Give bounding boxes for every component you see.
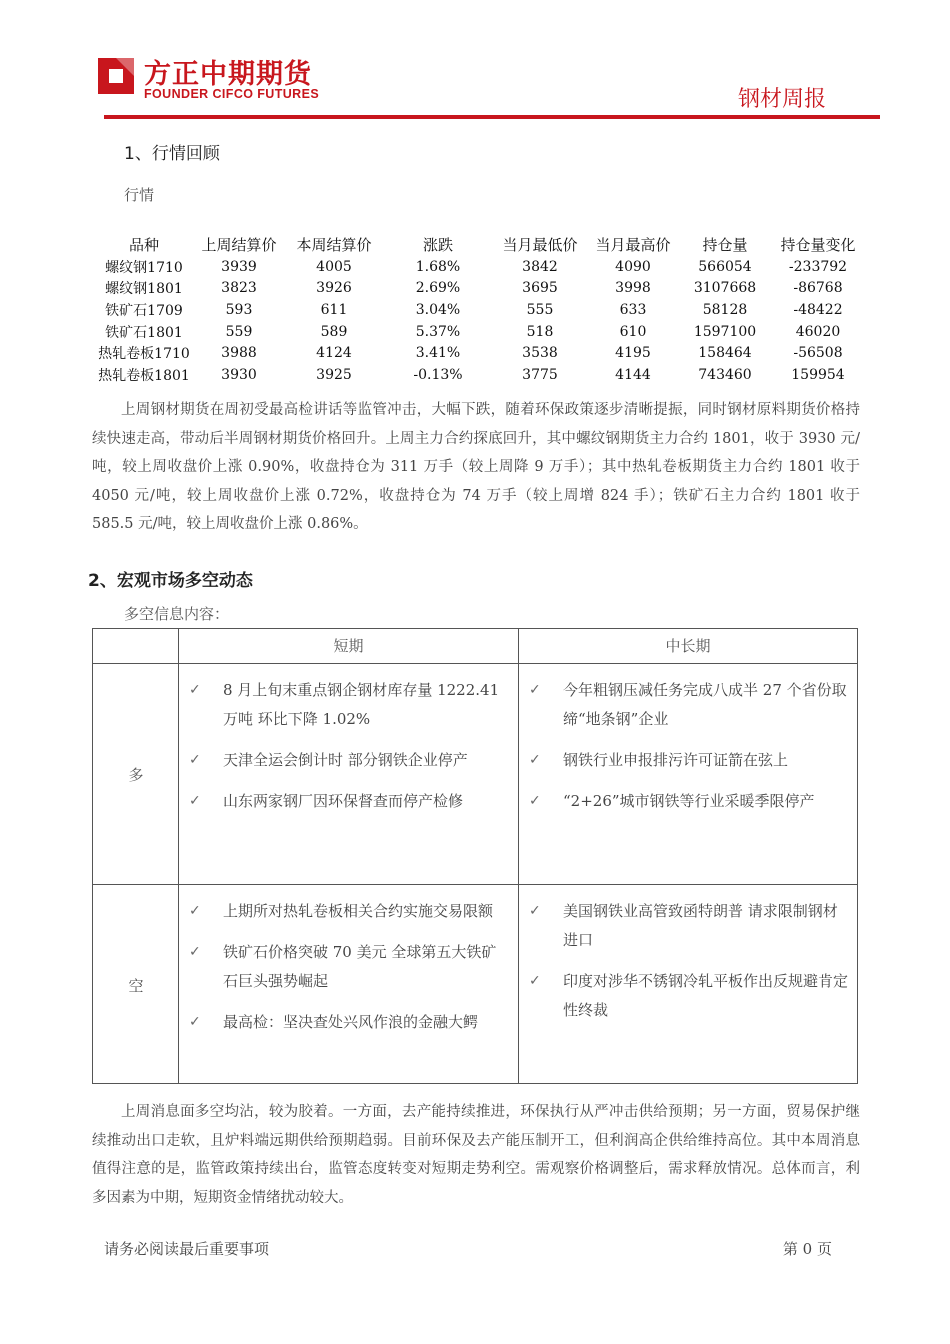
table-header: 本周结算价	[296, 235, 372, 254]
table-cell: 559	[225, 323, 253, 340]
table-cell-product: 螺纹钢1801	[105, 281, 183, 298]
section2-heading: 2、宏观市场多空动态	[88, 571, 253, 591]
list-item	[189, 938, 509, 996]
bull-long-list	[529, 676, 849, 828]
table-row	[94, 256, 864, 278]
list-item-text: 钢铁行业申报排污许可证箭在弦上	[563, 751, 789, 769]
table-cell: 4195	[615, 345, 651, 362]
table-cell: 611	[320, 301, 348, 318]
table-cell: 3998	[615, 280, 651, 297]
list-item	[189, 897, 509, 926]
table-cell: 5.37%	[415, 323, 461, 340]
table-cell-product: 热轧卷板1801	[98, 367, 190, 384]
list-item-text: 铁矿石价格突破 70 美元 全球第五大铁矿石巨头强势崛起	[223, 943, 497, 990]
company-logo-icon	[96, 56, 136, 96]
checkmark-icon: ✓	[529, 903, 541, 919]
table-cell: 3538	[522, 345, 558, 362]
table-cell: 4090	[615, 258, 651, 275]
page-number: 第 0 页	[782, 1240, 832, 1258]
company-name-en: FOUNDER CIFCO FUTURES	[144, 87, 320, 101]
table-cell: 58128	[702, 301, 748, 318]
table-row	[94, 299, 864, 321]
table-cell: 3107668	[693, 280, 757, 297]
table-cell: -233792	[788, 258, 848, 275]
grid-header-long: 中长期	[665, 637, 711, 655]
table-cell: 4005	[316, 258, 352, 275]
list-item	[189, 787, 509, 816]
table-cell: 3939	[221, 258, 257, 275]
table-header: 当月最低价	[502, 235, 578, 254]
bear-long-list	[529, 897, 849, 1037]
bull-bear-grid	[92, 628, 858, 1084]
grid-divider	[93, 663, 857, 664]
list-item	[529, 967, 849, 1025]
checkmark-icon: ✓	[189, 752, 201, 768]
table-row	[94, 342, 864, 364]
checkmark-icon: ✓	[189, 903, 201, 919]
table-cell-product: 铁矿石1709	[105, 302, 183, 319]
table-cell: -48422	[793, 301, 843, 318]
table-cell: 589	[320, 323, 348, 340]
table-cell: 159954	[791, 366, 845, 383]
section2-paragraph: 上周消息面多空均沾，较为胶着。一方面，去产能持续推进，环保执行从严冲击供给预期；另一方面，贸易保护继续推动出口走软，且炉料端远期供给预期趋弱。目前环保及去产能压制开工，但利润高企供给维持高位。其中本周消息值得注意的是，监管政策持续出台，监管态度转变对短期走势利空。需观察价格调整后，需求释放情况。总体而言，利多因素为中期，短期资金情绪扰动较大。	[92, 1104, 860, 1206]
list-item-text: 美国钢铁业高管致函特朗普 请求限制钢材进口	[563, 902, 838, 949]
grid-divider	[178, 629, 179, 1083]
list-item	[189, 676, 509, 734]
section1-paragraph: 上周钢材期货在周初受最高检讲话等监管冲击，大幅下跌，随着环保政策逐步清晰提振，同时钢材原料期货价格持续快速走高，带动后半周钢材期货价格回升。上周主力合约探底回升，其中螺纹钢期货主力合约 1801，收于 3930 元/吨，较上周收盘价上涨 0.90%，收盘持仓为 311 万手（较上周降 9 万手）；其中热轧卷板期货主力合约 1801 收于 4050 元/吨，较上周收盘价上涨 0.72%，收盘持仓为 74 万手（较上周增 824 手）；铁矿石主力合约 1801 收于 585.5 元/吨，较上周收盘价上涨 0.86%。	[92, 402, 860, 532]
table-cell: 3823	[221, 280, 257, 297]
checkmark-icon: ✓	[189, 1014, 201, 1030]
grid-row-bull: 多	[128, 766, 144, 784]
list-item-text: 上期所对热轧卷板相关合约实施交易限额	[223, 902, 494, 920]
table-cell: 3775	[522, 366, 558, 383]
table-header: 持仓量	[702, 235, 748, 254]
grid-divider	[93, 884, 857, 885]
table-cell: 3926	[316, 280, 352, 297]
table-row	[94, 278, 864, 300]
table-cell: 4124	[316, 345, 352, 362]
list-item-text: 8 月上旬末重点钢企钢材库存量 1222.41 万吨 环比下降 1.02%	[223, 681, 500, 728]
table-header: 涨跌	[422, 235, 453, 254]
table-cell: 158464	[698, 345, 752, 362]
list-item	[189, 1008, 509, 1037]
table-cell: 610	[619, 323, 647, 340]
list-item	[189, 746, 509, 775]
table-cell: -56508	[793, 345, 843, 362]
checkmark-icon: ✓	[529, 682, 541, 698]
table-cell-product: 热轧卷板1710	[98, 346, 190, 363]
list-item-text: 山东两家钢厂因环保督查而停产检修	[223, 792, 464, 810]
grid-row-bear: 空	[128, 977, 144, 995]
checkmark-icon: ✓	[189, 682, 201, 698]
bull-short-list	[189, 676, 509, 828]
market-table	[94, 232, 864, 386]
table-header: 上周结算价	[201, 235, 277, 254]
table-row	[94, 321, 864, 343]
table-cell: 633	[619, 301, 647, 318]
table-cell: 743460	[698, 366, 752, 383]
table-cell-product: 铁矿石1801	[105, 324, 183, 341]
table-cell: 3930	[221, 366, 257, 383]
table-cell: 1.68%	[415, 258, 461, 275]
table-cell: 2.69%	[415, 280, 461, 297]
table-cell: 3.41%	[415, 345, 461, 362]
table-cell: 1597100	[693, 323, 757, 340]
table-cell: -0.13%	[413, 366, 463, 383]
table-header: 持仓量变化	[780, 235, 856, 254]
document-title: 钢材周报	[737, 87, 826, 112]
section1-heading: 1、行情回顾	[124, 144, 220, 164]
table-cell: 566054	[698, 258, 752, 275]
section2-label: 多空信息内容：	[124, 605, 230, 623]
list-item-text: “2+26”城市钢铁等行业采暖季限停产	[563, 792, 815, 810]
section1-label: 行情	[124, 186, 155, 204]
company-name-cn: 方正中期期货	[144, 59, 312, 90]
checkmark-icon: ✓	[529, 973, 541, 989]
bear-short-list	[189, 897, 509, 1049]
list-item-text: 最高检：坚决查处兴风作浪的金融大鳄	[223, 1013, 479, 1031]
checkmark-icon: ✓	[189, 944, 201, 960]
checkmark-icon: ✓	[189, 793, 201, 809]
table-cell-product: 螺纹钢1710	[105, 259, 183, 276]
list-item	[529, 787, 849, 816]
table-header: 当月最高价	[595, 235, 671, 254]
table-cell: 3925	[316, 366, 352, 383]
table-cell: 3988	[221, 345, 257, 362]
footer-notice: 请务必阅读最后重要事项	[104, 1240, 270, 1258]
list-item-text: 今年粗钢压减任务完成八成半 27 个省份取缔“地条钢”企业	[563, 681, 847, 728]
table-cell: 518	[526, 323, 554, 340]
table-cell: 3842	[522, 258, 558, 275]
table-row	[94, 364, 864, 386]
list-item	[529, 897, 849, 955]
list-item	[529, 676, 849, 734]
header-rule	[104, 115, 880, 119]
table-cell: -86768	[793, 280, 843, 297]
list-item-text: 天津全运会倒计时 部分钢铁企业停产	[223, 751, 468, 769]
list-item-text: 印度对涉华不锈钢冷轧平板作出反规避肯定性终裁	[563, 972, 849, 1019]
table-header: 品种	[128, 235, 159, 254]
table-cell: 4144	[615, 366, 651, 383]
table-cell: 555	[526, 301, 554, 318]
table-cell: 3.04%	[415, 301, 461, 318]
table-cell: 3695	[522, 280, 558, 297]
checkmark-icon: ✓	[529, 793, 541, 809]
checkmark-icon: ✓	[529, 752, 541, 768]
list-item	[529, 746, 849, 775]
grid-header-short: 短期	[333, 637, 364, 655]
grid-divider	[518, 629, 519, 1083]
table-cell: 593	[225, 301, 253, 318]
table-cell: 46020	[795, 323, 841, 340]
table-header-row	[94, 232, 864, 256]
